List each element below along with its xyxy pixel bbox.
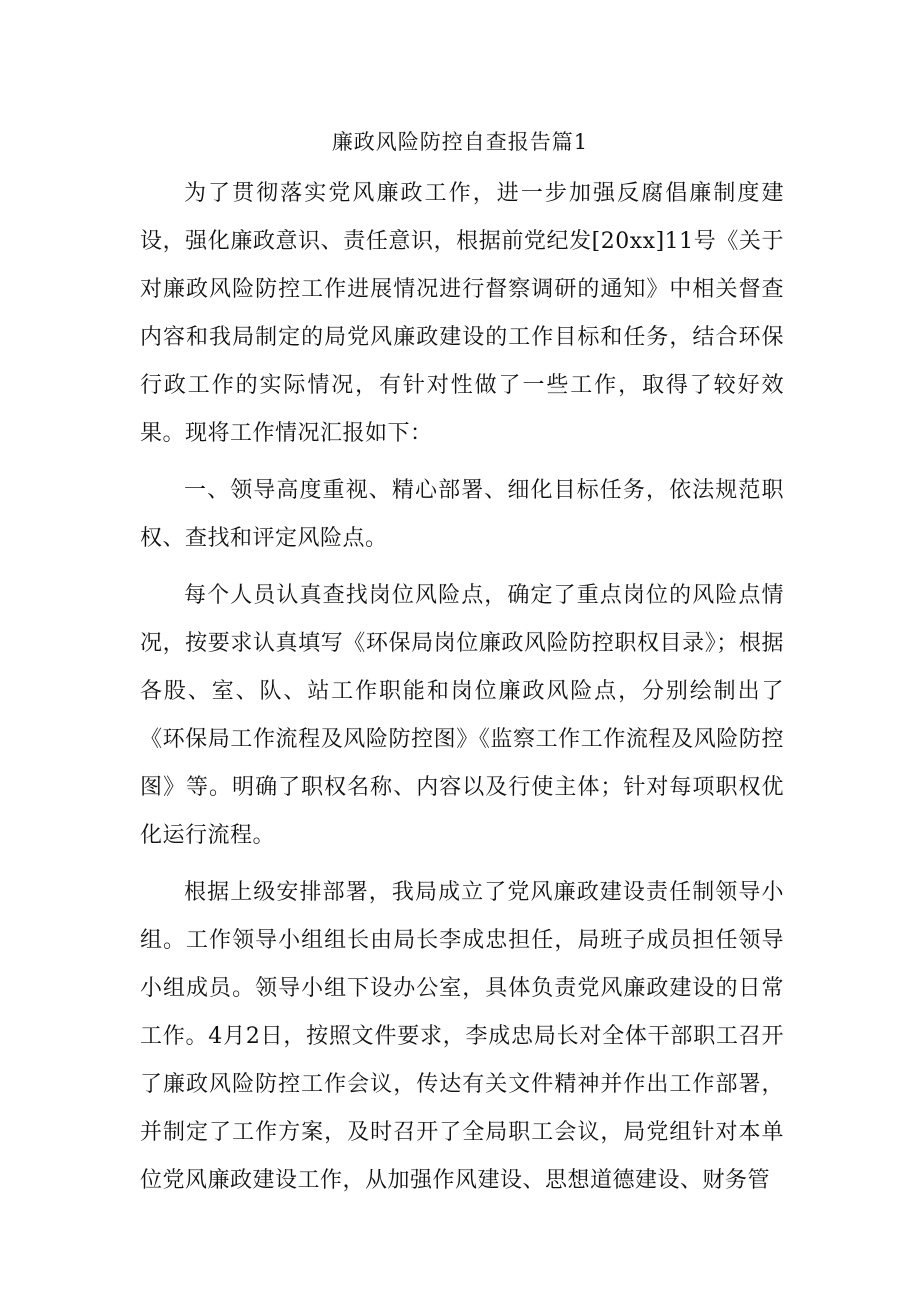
document-title: 廉政风险防控自查报告篇1 (331, 130, 589, 154)
document-body (140, 170, 784, 1214)
paragraph-risk-points: 每个人员认真查找岗位风险点，确定了重点岗位的风险点情况，按要求认真填写《环保局岗位廉政风险防控职权目录》；根据各股、室、队、站工作职能和岗位廉政风险点，分别绘制出了《环保局工作流程及风险防控图》《监察工作工作流程及风险防控图》等。明确了职权名称、内容以及行使主体；针对每项职权优化运行流程。 (140, 583, 784, 848)
paragraph-section-heading: 一、领导高度重视、精心部署、细化目标任务，依法规范职权、查找和评定风险点。 (140, 478, 784, 551)
paragraph-intro: 为了贯彻落实党风廉政工作，进一步加强反腐倡廉制度建设，强化廉政意识、责任意识，根据前党纪发[20xx]11号《关于对廉政风险防控工作进展情况进行督察调研的通知》中相关督查内容和我局制定的局党风廉政建设的工作目标和任务，结合环保行政工作的实际情况，有针对性做了一些工作，取得了较好效果。现将工作情况汇报如下： (140, 181, 784, 446)
paragraph-leadership-group: 根据上级安排部署，我局成立了党风廉政建设责任制领导小组。工作领导小组组长由局长李成忠担任，局班子成员担任领导小组成员。领导小组下设办公室，具体负责党风廉政建设的日常工作。4月2日，按照文件要求，李成忠局长对全体干部职工召开了廉政风险防控工作会议，传达有关文件精神并作出工作部署，并制定了工作方案，及时召开了全局职工会议，局党组针对本单位党风廉政建设工作，从加强作风建设、思想道德建设、财务管 (140, 880, 784, 1193)
